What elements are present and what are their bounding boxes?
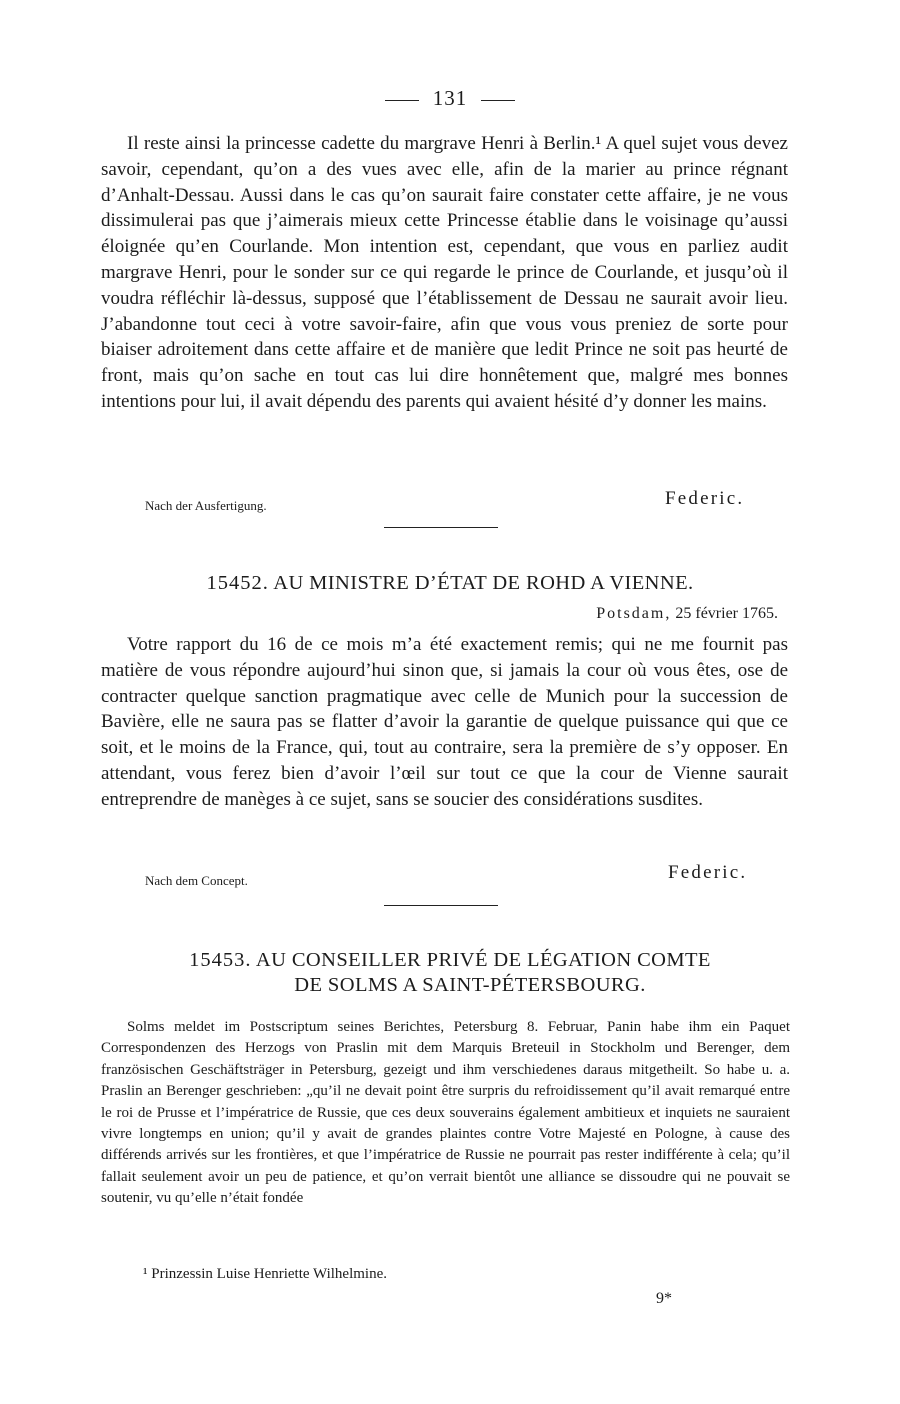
letter-15452-heading <box>0 572 900 595</box>
page-number-dash-left <box>385 100 419 101</box>
section1-text: Il reste ainsi la princesse cadette du margrave Henri à Berlin.¹ A quel sujet vous devez savoir, cependant, qu’on a des vues avec elle, afin de la marier au prince régnant d’Anhalt-Dessau. Aussi dans le cas qu’on saurait faire constater cette affaire, je ne vous dissimulerai pas que j’aimerais mieux cette Princesse établie dans le voisinage qu’aussi éloignée qu’en Courlande. Mon intention est, cependant, que vous en parliez audit margrave Henri, pour le sonder sur ce qui regarde le prince de Courlande, et jusqu’où il voudra réfléchir là-dessus, supposé que l’établissement de Dessau ne saurait avoir lieu. J’abandonne tout ceci à votre savoir-faire, afin que vous vous preniez de sorte pour biaiser adroitement dans cette affaire et de manière que ledit Prince ne soit pas heurté de front, mais qu’on sache en tout cas lui dire honnêtement que, malgré mes bonnes intentions pour lui, il avait dépendu des parents qui avaient hésité d’y donner les mains. <box>101 133 788 412</box>
letter-15453-number: 15453. <box>189 949 252 971</box>
letter-15452-body <box>101 632 788 813</box>
section1-signature: Federic. <box>665 488 745 509</box>
letter-15452-source: Nach dem Concept. <box>145 873 248 888</box>
page-number-dash-right <box>481 100 515 101</box>
footnote: ¹ Prinzessin Luise Henriette Wilhelmine. <box>143 1266 387 1282</box>
letter-15453-title-line1: AU CONSEILLER PRIVÉ DE LÉGATION COMTE <box>255 949 711 971</box>
letter-15452-text: Votre rapport du 16 de ce mois m’a été exactement remis; qui ne me fournit pas matière de vous répondre aujourd’hui sinon que, si jamais la cour où vous êtes, ose de contracter quelque sanction pragmatique avec celle de Munich pour la succession de Bavière, elle ne saura pas se flatter d’avoir la garantie de quelque puissance qui que ce soit, et le moins de la France, qui, tout au contraire, sera la première de s’y opposer. En attendant, vous ferez bien d’avoir l’œil sur tout ce que la cour de Vienne saurait entreprendre de manèges à ce sujet, sans se soucier des considérations susdites. <box>101 634 788 810</box>
letter-15453-title-line2: DE SOLMS A SAINT-PÉTERSBOURG. <box>294 974 646 996</box>
letter-15453-heading-line1 <box>0 949 900 972</box>
section1-body <box>101 131 788 415</box>
letter-15453-text: Solms meldet im Postscriptum seines Berichtes, Petersburg 8. Februar, Panin habe ihm ein Paquet Correspondenzen des Herzogs von Praslin mit dem Marquis Breteuil in Stockholm und Berenger, dem französischen Geschäftsträger in Petersburg, gezeigt und ihm verschiedenes daraus mitgetheilt. So habe u. a. Praslin an Berenger geschrieben: „qu’il ne devait point être surpris du refroidissement qu’il avait remarqué entre le roi de Prusse et l’impératrice de Russie, que ces deux souverains également ambitieux et inquiets ne sauraient vivre longtemps en union; qu’il y avait de grandes plaintes contre Votre Majesté en Pologne, à cause des différends arrivés sur les frontières, et que l’impératrice de Russie ne pourrait pas rester indifférente à cela; qu’il fallait seulement avoir un peu de patience, et qu’on verrait bientôt une alliance se dissoudre qui ne pouvait se soutenir, vu qu’elle n’était fondée <box>101 1019 790 1207</box>
signature-mark: 9* <box>656 1290 672 1307</box>
letter-15453-body <box>101 1002 790 1225</box>
section-divider-2 <box>384 905 498 906</box>
letter-15452-date: 25 février 1765. <box>675 605 778 622</box>
letter-15453-heading-line2 <box>0 974 900 997</box>
section1-source: Nach der Ausfertigung. <box>145 498 267 513</box>
letter-15452-title: AU MINISTRE D’ÉTAT DE ROHD A VIENNE. <box>273 572 694 594</box>
section-divider-1 <box>384 527 498 528</box>
letter-15452-signature: Federic. <box>668 862 748 883</box>
page-number: 131 <box>432 86 468 110</box>
letter-15452-number: 15452. <box>206 572 269 594</box>
page-number-line <box>0 86 900 111</box>
letter-15452-place: Potsdam, <box>596 605 672 622</box>
letter-15452-dateline <box>596 605 778 623</box>
